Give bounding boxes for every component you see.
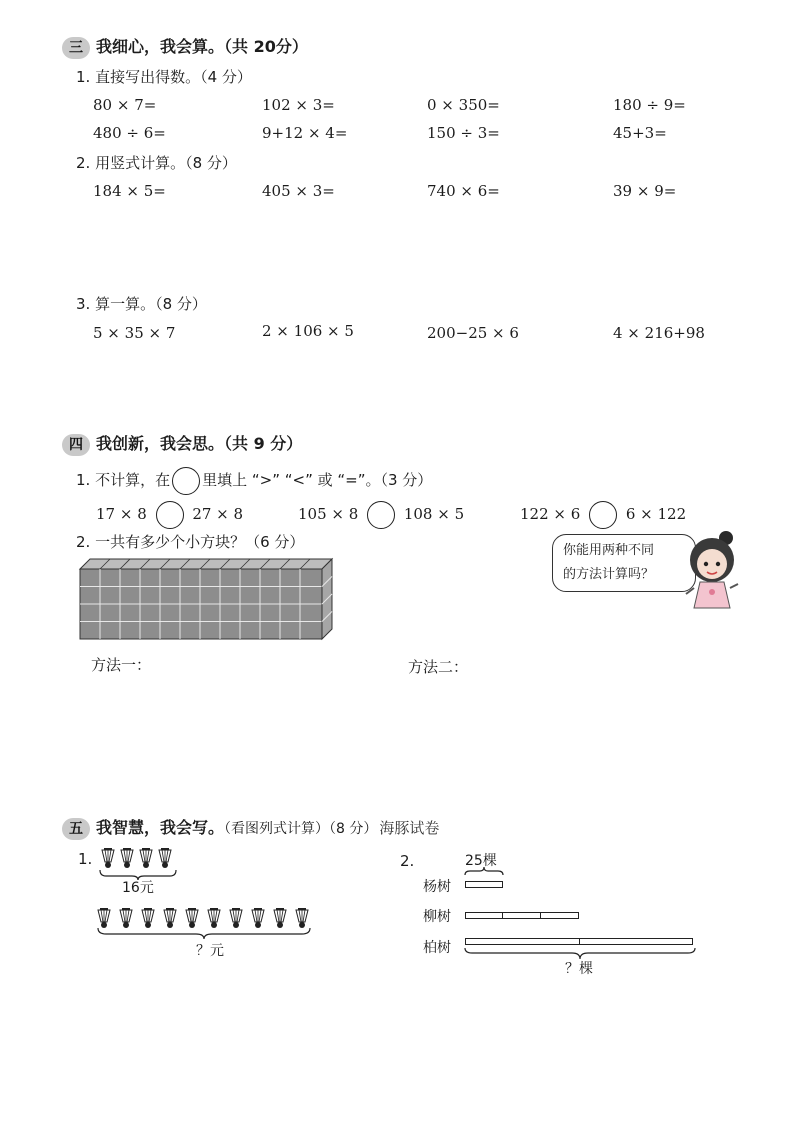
- comparison-3: [520, 500, 686, 529]
- q5-1-top-label: 16元: [122, 880, 154, 896]
- expr: 0 × 350=: [427, 96, 500, 114]
- expr: 480 ÷ 6=: [93, 124, 166, 142]
- comparison-left: 105 × 8: [298, 505, 359, 523]
- row-label-cypress: 柏树: [423, 940, 451, 956]
- q5-2-top-label: 25棵: [465, 853, 497, 869]
- q4-1-title-b: 里填上 “>” “<” 或 “=”。（3 分）: [202, 471, 433, 489]
- section-5-badge: 五: [62, 818, 90, 840]
- section-4-badge: 四: [62, 434, 90, 456]
- watermark-text: 海豚试卷: [379, 819, 440, 837]
- q3-1-title: 1. 直接写出得数。（4 分）: [76, 68, 252, 86]
- method-2-label: 方法二：: [408, 658, 469, 676]
- expr: 80 × 7=: [93, 96, 157, 114]
- q3-3-title: 3. 算一算。（8 分）: [76, 295, 207, 313]
- q4-1-title-a: 1. 不计算，在: [76, 471, 171, 489]
- bar-willow-seg: [502, 912, 541, 919]
- row-label-poplar: 杨树: [423, 879, 451, 895]
- q4-2-title: 2. 一共有多少个小方块？（6 分）: [76, 533, 305, 551]
- comparison-left: 17 × 8: [96, 505, 147, 523]
- section-4-title: 我创新，我会思。（共 9 分）: [96, 434, 303, 453]
- expr: 9+12 × 4=: [262, 124, 348, 142]
- cube-block-figure: [76, 556, 338, 644]
- bubble-line-2: 的方法计算吗？: [563, 567, 655, 582]
- comparison-right: 108 × 5: [403, 505, 465, 523]
- expr: 45+3=: [613, 124, 667, 142]
- q5-1-bottom-label: ？元: [196, 943, 224, 959]
- expr: 102 × 3=: [262, 96, 335, 114]
- section-5-title: 我智慧，我会写。: [96, 818, 225, 837]
- comparison-left: 122 × 6: [520, 505, 581, 523]
- q5-1-number: 1.: [78, 850, 93, 868]
- q3-2-title: 2. 用竖式计算。（8 分）: [76, 154, 237, 172]
- expr: 39 × 9=: [613, 182, 677, 200]
- bar-willow-seg: [465, 912, 503, 919]
- expr: 5 × 35 × 7: [93, 324, 176, 342]
- bubble-line-1: 你能用两种不同: [563, 543, 655, 558]
- expr: 150 ÷ 3=: [427, 124, 500, 142]
- girl-illustration: [682, 528, 744, 612]
- expr: 2 × 106 × 5: [262, 322, 354, 340]
- q4-1-title: [76, 466, 432, 495]
- bar-willow-seg: [540, 912, 579, 919]
- section-5-header: [62, 815, 439, 840]
- expr: 200−25 × 6: [427, 324, 519, 342]
- answer-circle[interactable]: [367, 501, 395, 529]
- expr: 4 × 216+98: [613, 324, 705, 342]
- bar-cypress-seg: [465, 938, 580, 945]
- expr: 740 × 6=: [427, 182, 500, 200]
- hint-bubble: [552, 534, 696, 592]
- expr: 180 ÷ 9=: [613, 96, 686, 114]
- expr: 184 × 5=: [93, 182, 166, 200]
- comparison-right: 6 × 122: [625, 505, 687, 523]
- q5-2-bottom-label: ？棵: [565, 961, 593, 977]
- method-1-label: 方法一：: [91, 656, 152, 674]
- answer-circle[interactable]: [156, 501, 184, 529]
- expr: 405 × 3=: [262, 182, 335, 200]
- section-3-header: [62, 34, 308, 59]
- bar-poplar: [465, 881, 503, 888]
- section-3-title: 我细心，我会算。（共 20分）: [96, 37, 308, 56]
- blank-circle: [172, 467, 200, 495]
- answer-circle[interactable]: [589, 501, 617, 529]
- section-3-badge: 三: [62, 37, 90, 59]
- section-4-header: [62, 431, 302, 456]
- comparison-2: [298, 500, 464, 529]
- row-label-willow: 柳树: [423, 909, 451, 925]
- section-5-title-small: （看图列式计算）（8 分）: [224, 821, 378, 837]
- comparison-1: [96, 500, 243, 529]
- comparison-right: 27 × 8: [192, 505, 244, 523]
- bar-cypress-seg: [579, 938, 693, 945]
- top-brace: [464, 866, 504, 876]
- q5-2-number: 2.: [400, 852, 415, 870]
